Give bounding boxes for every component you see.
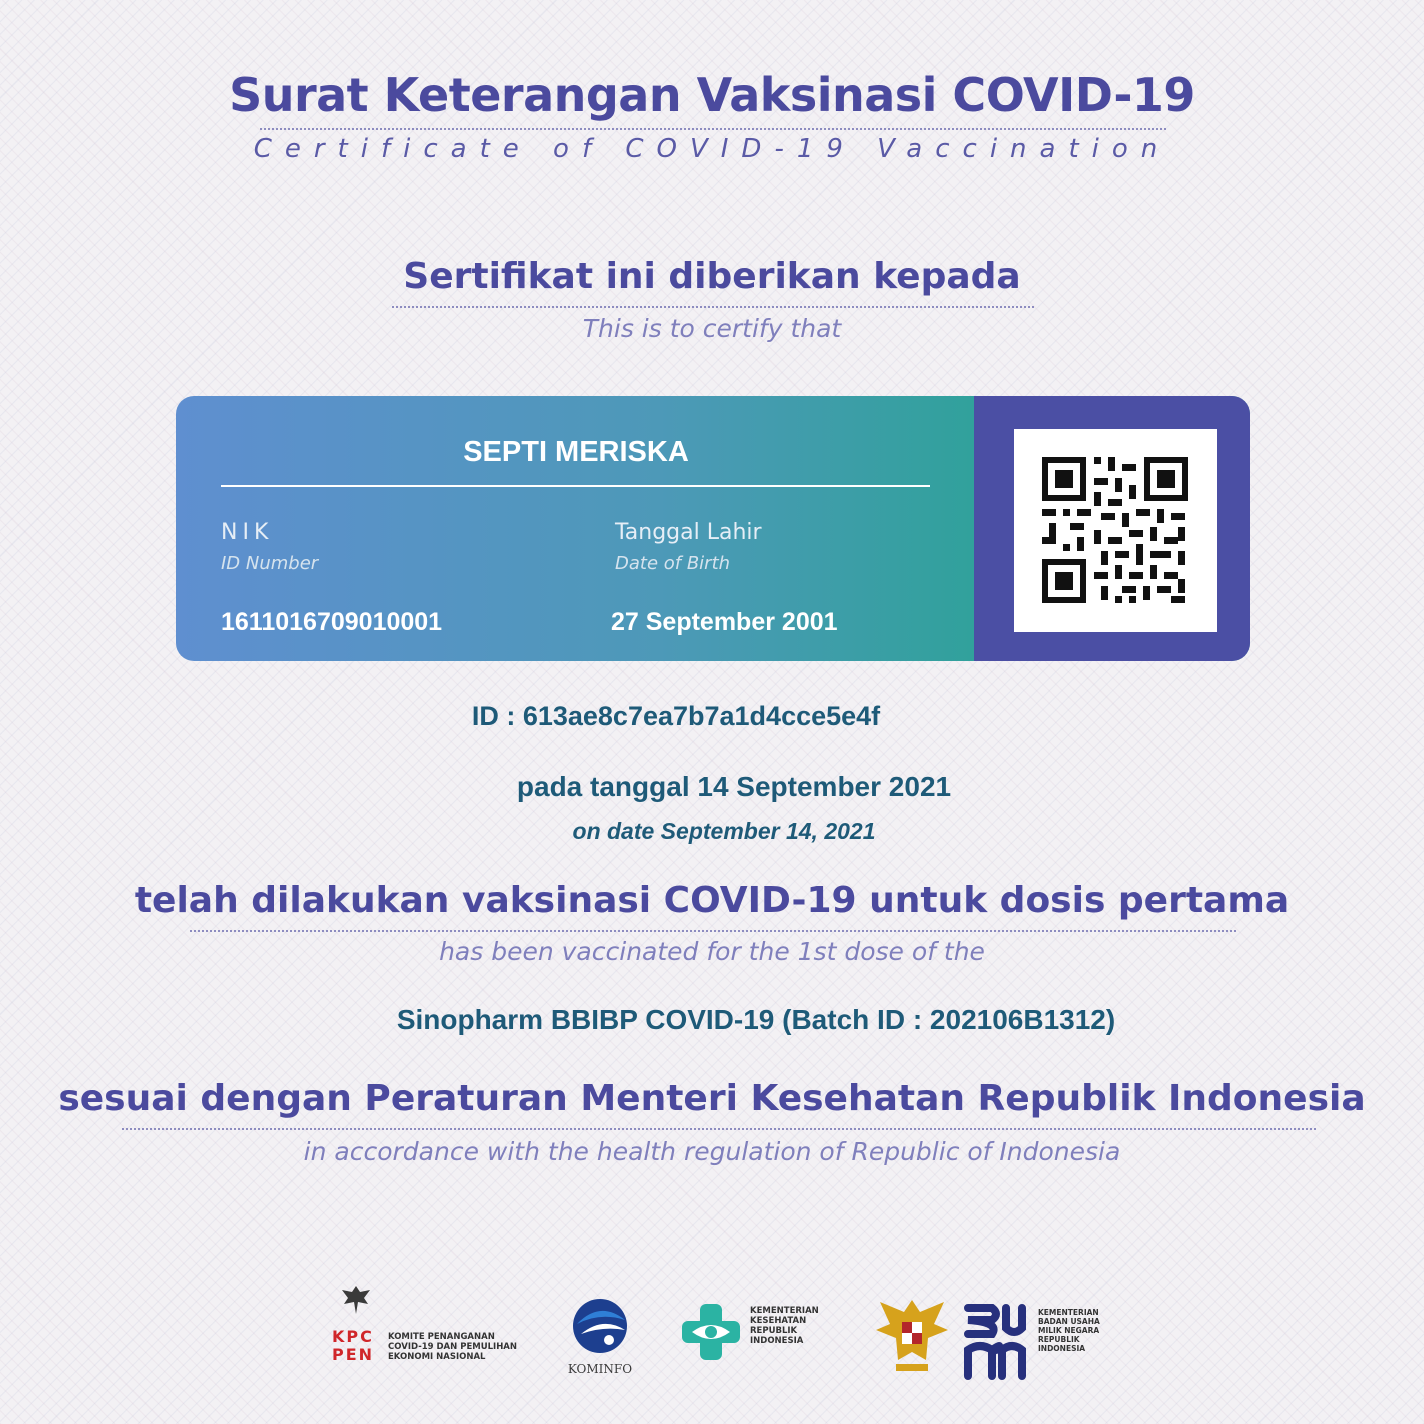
- bumn-text-line-3: MILIK NEGARA: [1038, 1326, 1100, 1335]
- holder-name: SEPTI MERISKA: [463, 436, 689, 468]
- nik-label: NIK: [221, 520, 274, 545]
- garuda-pancasila-logo: [872, 1294, 952, 1378]
- kpcpen-text-line-2: COVID-19 DAN PEMULIHAN: [388, 1342, 517, 1352]
- qr-panel: [974, 396, 1250, 661]
- kominfo-emblem-icon: [565, 1294, 635, 1356]
- kemenkes-text-line-1: KEMENTERIAN: [750, 1306, 819, 1316]
- vaccination-date-en: on date September 14, 2021: [572, 818, 876, 844]
- regulation-divider: [122, 1128, 1316, 1130]
- intro-heading: Sertifikat ini diberikan kepada: [403, 256, 1021, 297]
- vaccination-divider: [190, 930, 1236, 932]
- bumn-text-line-4: REPUBLIK: [1038, 1335, 1080, 1344]
- kemenkes-text-line-3: REPUBLIK: [750, 1326, 798, 1336]
- bumn-text-line-5: INDONESIA: [1038, 1344, 1086, 1353]
- title-divider: [260, 128, 1166, 130]
- identity-card: [176, 396, 1250, 661]
- dob-label: Tanggal Lahir: [615, 520, 762, 545]
- kemenkes-logo: [678, 1300, 838, 1380]
- kpcpen-mark: KPC PEN: [332, 1327, 375, 1364]
- dob-value: 27 September 2001: [611, 608, 838, 636]
- kemenkes-text-line-4: INDONESIA: [750, 1336, 804, 1346]
- dob-label-en: Date of Birth: [615, 553, 731, 574]
- bumn-text-line-2: BADAN USAHA: [1038, 1317, 1100, 1326]
- certificate-subtitle: Certificate of COVID-19 Vaccination: [253, 134, 1171, 164]
- intro-divider: [392, 306, 1034, 308]
- bumn-logo: [962, 1300, 1102, 1384]
- intro-heading-en: This is to certify that: [582, 314, 842, 343]
- nik-label-en: ID Number: [221, 553, 319, 574]
- kominfo-logo: [558, 1294, 642, 1384]
- garuda-icon: [338, 1284, 374, 1318]
- vaccination-date: pada tanggal 14 September 2021: [516, 771, 952, 802]
- vaccination-heading-en: has been vaccinated for the 1st dose of the: [439, 937, 985, 966]
- name-underline: [221, 485, 930, 487]
- nik-value: 1611016709010001: [221, 608, 443, 636]
- qr-code-icon: [1014, 429, 1217, 632]
- regulation-heading-en: in accordance with the health regulation of Republic of Indonesia: [303, 1137, 1121, 1166]
- bumn-text-line-1: KEMENTERIAN: [1038, 1308, 1099, 1317]
- vaccination-heading: telah dilakukan vaksinasi COVID-19 untuk dosis pertama: [134, 880, 1290, 921]
- kpcpen-text-line-3: EKONOMI NASIONAL: [388, 1352, 486, 1362]
- kominfo-label: KOMINFO: [567, 1362, 633, 1376]
- kpcpen-logo: [332, 1284, 532, 1384]
- kemenkes-text-line-2: KESEHATAN: [750, 1316, 807, 1326]
- qr-code-frame: [1014, 429, 1217, 632]
- kpcpen-text-line-1: KOMITE PENANGANAN: [388, 1332, 495, 1342]
- certificate-title: Surat Keterangan Vaksinasi COVID-19: [229, 68, 1195, 122]
- kemenkes-emblem-icon: [678, 1300, 744, 1364]
- footer-logos: [0, 1280, 1424, 1390]
- regulation-heading: sesuai dengan Peraturan Menteri Kesehatan Republik Indonesia: [58, 1078, 1366, 1119]
- vaccine-name: Sinopharm BBIBP COVID-19 (Batch ID : 202106B1312): [396, 1004, 1116, 1035]
- bumn-emblem-icon: [962, 1300, 1028, 1380]
- garuda-pancasila-icon: [872, 1294, 952, 1378]
- certificate-id: ID : 613ae8c7ea7b7a1d4cce5e4f: [471, 701, 881, 731]
